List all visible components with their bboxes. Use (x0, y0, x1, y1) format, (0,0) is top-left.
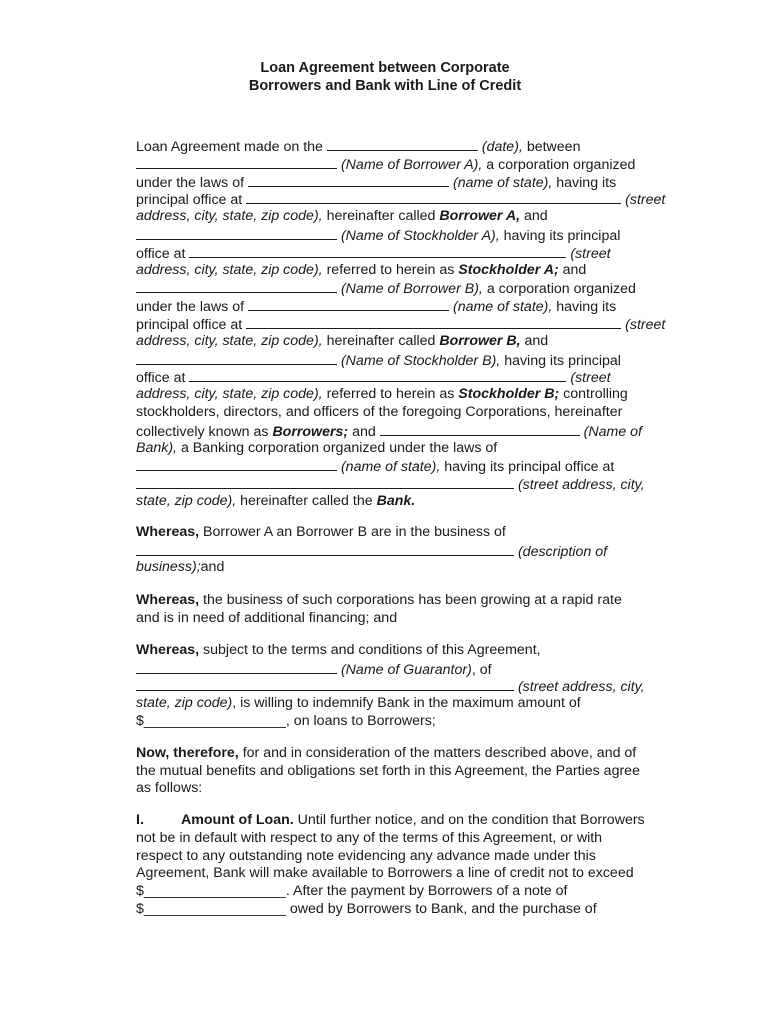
intro-line: state, zip code), hereinafter called the Bank. (136, 492, 416, 509)
intro-line: (Name of Stockholder B), having its principal (136, 351, 656, 369)
stockholder-b-address-blank[interactable] (189, 368, 566, 382)
bank-name-blank[interactable] (380, 422, 580, 436)
intro-paragraph (136, 137, 666, 511)
document-body (136, 137, 666, 919)
borrower-a-state-blank[interactable] (248, 173, 449, 187)
borrower-b-state-blank[interactable] (248, 297, 449, 311)
therefore-paragraph: Now, therefore, for and in consideration of the matters described above, and of the mutual benefits and obligations set forth in this Agreement, the Parties agree as follows: (136, 744, 640, 797)
borrower-b-name-blank[interactable] (136, 279, 337, 293)
intro-line: (street address, city, (136, 475, 656, 493)
stockholder-a-address-blank[interactable] (189, 244, 566, 258)
section-amount-of-loan: I. Amount of Loan. Until further notice, and on the condition that Borrowers not be in default with respect to any of the terms of this Agreement, or with respect to any outstanding note evidencing any advance made under this Agreement, Bank will make available to Borrowers a line of credit not to exceed $__________________. After the payment by Borrowers of a note of $__________________ owed by Borrowers to Bank, and the purchase of (136, 812, 656, 919)
intro-line: under the laws of (name of state), having its (136, 299, 617, 316)
intro-line: (Name of Stockholder A), having its principal (136, 226, 656, 244)
bank-address-blank[interactable] (136, 475, 514, 489)
business-description-blank[interactable] (136, 542, 514, 556)
borrower-a-name-blank[interactable] (136, 155, 337, 169)
note-amount-line: $__________________ owed by Borrowers to Bank, and the purchase of (136, 901, 597, 918)
intro-line: stockholders, directors, and officers of the foregoing Corporations, hereinafter (136, 403, 623, 420)
intro-line: (Name of Borrower B), a corporation organized (136, 279, 656, 297)
intro-line: collectively known as Borrowers; and (Name of (136, 423, 642, 440)
date-blank[interactable] (327, 137, 478, 151)
intro-line: (name of state), having its principal office at (136, 457, 656, 475)
whereas-paragraph-1: Whereas, Borrower A an Borrower B are in the business of (description of business);and (136, 523, 608, 576)
guarantor-name-blank[interactable] (136, 660, 337, 674)
intro-line: office at (street (136, 370, 611, 387)
intro-line: address, city, state, zip code), referred to herein as Stockholder A; and (136, 261, 587, 278)
intro-line: address, city, state, zip code), referred to herein as Stockholder B; controlling (136, 386, 628, 403)
borrower-a-address-blank[interactable] (246, 190, 621, 204)
stockholder-a-name-blank[interactable] (136, 226, 337, 240)
intro-line: address, city, state, zip code), hereinafter called Borrower A, and (136, 208, 548, 225)
title-line-2: Borrowers and Bank with Line of Credit (248, 78, 522, 94)
borrower-b-address-blank[interactable] (246, 315, 621, 329)
intro-line: principal office at (street (136, 316, 666, 333)
stockholder-b-name-blank[interactable] (136, 351, 337, 365)
intro-line: principal office at (street (136, 192, 666, 209)
indemnity-amount-line: $__________________, on loans to Borrowers; (136, 712, 436, 729)
document-title (0, 59, 770, 95)
title-line-1: Loan Agreement between Corporate (260, 60, 510, 76)
intro-line: address, city, state, zip code), hereinafter called Borrower B, and (136, 332, 549, 349)
section-number: I. (136, 812, 144, 829)
intro-line: Bank), a Banking corporation organized under the laws of (136, 439, 498, 456)
guarantor-address-blank[interactable] (136, 677, 514, 691)
whereas-paragraph-3: Whereas, subject to the terms and conditions of this Agreement, (Name of Guarantor), of (street address, city, state, zip code), is willing to indemnify Bank in the maximum amount of $__________________, on loans to Borrowers; (136, 642, 656, 731)
bank-state-blank[interactable] (136, 457, 337, 471)
intro-line: under the laws of (name of state), having its (136, 174, 617, 191)
whereas-paragraph-2: Whereas, the business of such corporations has been growing at a rapid rate and is in need of additional financing; and (136, 592, 622, 626)
section-heading: Amount of Loan. (181, 812, 294, 829)
intro-line: office at (street (136, 245, 611, 262)
intro-line: (Name of Borrower A), a corporation organized (136, 155, 656, 173)
intro-line: Loan Agreement made on the (date), between (136, 139, 581, 155)
credit-limit-line: $__________________. After the payment by Borrowers of a note of (136, 883, 568, 900)
